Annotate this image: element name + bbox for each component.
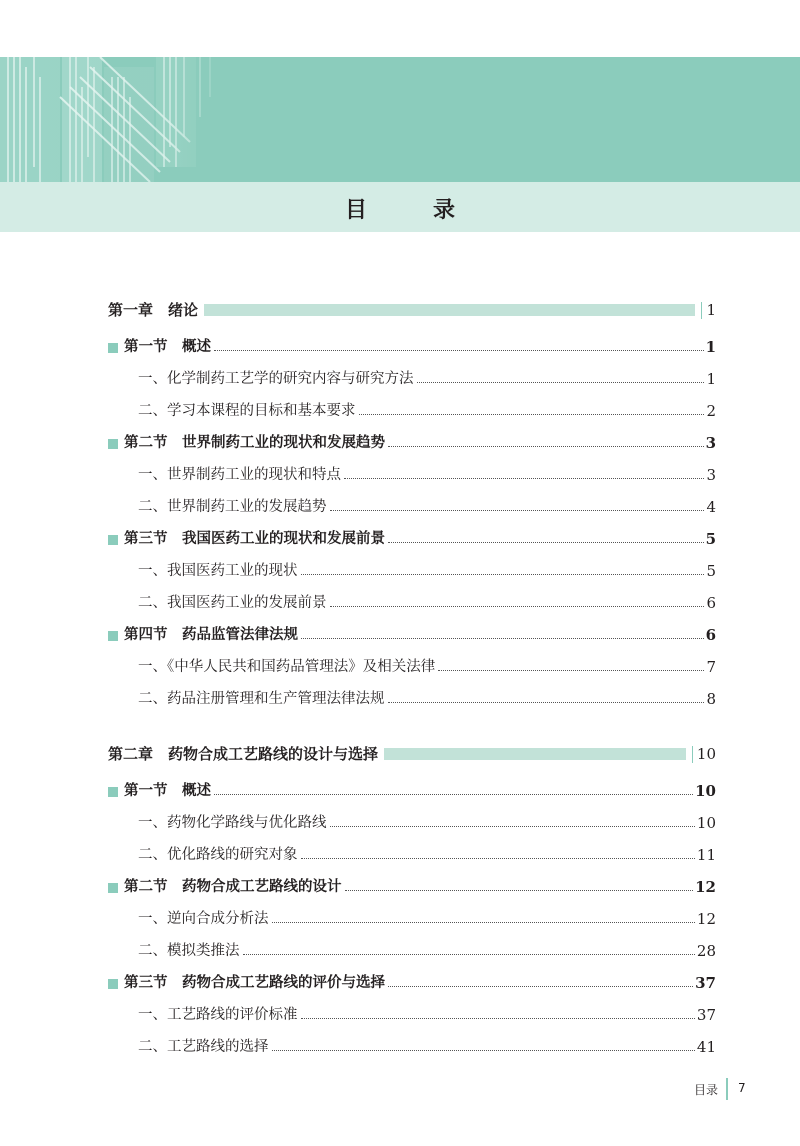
toc-page-number: 1	[706, 370, 716, 388]
toc-subsection-entry[interactable]	[108, 1035, 716, 1057]
toc-chapter-entry[interactable]	[108, 742, 716, 764]
toc-page-number: 7	[706, 658, 716, 676]
square-bullet-icon	[108, 883, 118, 893]
toc-section-entry[interactable]	[108, 779, 716, 801]
chapter-highlight-bar	[204, 304, 695, 316]
toc-page-number: 6	[705, 626, 716, 644]
toc-entry-label: 一、化学制药工艺学的研究内容与研究方法	[138, 371, 414, 387]
toc-page-number: 3	[706, 466, 716, 484]
page-number: 7	[738, 1081, 746, 1095]
toc-page-number: 1	[706, 301, 716, 319]
toc-entry-label: 二、模拟类推法	[138, 943, 240, 959]
toc-entry-label: 二、药品注册管理和生产管理法律法规	[138, 691, 385, 707]
dot-leader	[388, 446, 704, 447]
toc-page-number: 37	[696, 1006, 716, 1024]
toc-page-number: 12	[696, 910, 716, 928]
toc-subsection-entry[interactable]	[108, 655, 716, 677]
toc-section-entry[interactable]	[108, 431, 716, 453]
toc-subsection-entry[interactable]	[108, 495, 716, 517]
dot-leader	[438, 670, 704, 671]
footer-label: 目录	[694, 1083, 719, 1097]
toc-page-number: 3	[705, 434, 716, 452]
toc-entry-label: 一、《中华人民共和国药品管理法》及相关法律	[138, 659, 436, 675]
toc-page-number: 8	[706, 690, 716, 708]
toc-page-number: 10	[695, 782, 716, 800]
toc-entry-label: 第一节 概述	[124, 782, 211, 799]
toc-page-number: 4	[706, 498, 716, 516]
square-bullet-icon	[108, 631, 118, 641]
dot-leader	[301, 638, 704, 639]
toc-entry-label: 一、世界制药工业的现状和特点	[138, 467, 341, 483]
toc-page-number: 41	[696, 1038, 716, 1056]
header-banner	[0, 57, 800, 182]
toc-subsection-entry[interactable]	[108, 559, 716, 581]
toc-subsection-entry[interactable]	[108, 687, 716, 709]
dot-leader	[301, 858, 695, 859]
toc-entry-label: 第三节 药物合成工艺路线的评价与选择	[124, 974, 385, 991]
toc-section-entry[interactable]	[108, 335, 716, 357]
toc-section-entry[interactable]	[108, 623, 716, 645]
toc-page-number: 6	[706, 594, 716, 612]
toc-chapter-entry[interactable]	[108, 298, 716, 320]
dot-leader	[388, 542, 704, 543]
toc-entry-label: 二、学习本课程的目标和基本要求	[138, 403, 356, 419]
toc-entry-label: 二、优化路线的研究对象	[138, 847, 298, 863]
toc-entry-label: 第一章 绪论	[108, 301, 199, 319]
toc-subsection-entry[interactable]	[108, 463, 716, 485]
toc-subsection-entry[interactable]	[108, 367, 716, 389]
square-bullet-icon	[108, 535, 118, 545]
toc-subsection-entry[interactable]	[108, 939, 716, 961]
toc-entry-label: 第四节 药品监管法律法规	[124, 626, 298, 643]
toc-entry-label: 一、工艺路线的评价标准	[138, 1007, 298, 1023]
square-bullet-icon	[108, 979, 118, 989]
toc-subsection-entry[interactable]	[108, 811, 716, 833]
footer-divider	[726, 1078, 728, 1100]
toc-entry-label: 一、药物化学路线与优化路线	[138, 815, 327, 831]
dot-leader	[272, 1050, 695, 1051]
toc-page-number: 1	[705, 338, 716, 356]
toc-entry-label: 第一节 概述	[124, 338, 211, 355]
toc-subsection-entry[interactable]	[108, 907, 716, 929]
toc-entry-label: 二、世界制药工业的发展趋势	[138, 499, 327, 515]
square-bullet-icon	[108, 439, 118, 449]
square-bullet-icon	[108, 787, 118, 797]
dot-leader	[345, 890, 694, 891]
dot-leader	[344, 478, 704, 479]
dot-leader	[301, 1018, 695, 1019]
toc-page-number: 28	[696, 942, 716, 960]
toc-section-entry[interactable]	[108, 527, 716, 549]
toc-entry-label: 一、我国医药工业的现状	[138, 563, 298, 579]
chapter-page-divider	[701, 302, 702, 319]
chapter-highlight-bar	[384, 748, 686, 760]
toc-subsection-entry[interactable]	[108, 399, 716, 421]
toc-page-number: 10	[696, 745, 716, 763]
toc-page-number: 5	[706, 562, 716, 580]
dot-leader	[388, 702, 705, 703]
dot-leader	[330, 510, 705, 511]
dot-leader	[272, 922, 695, 923]
toc-entry-label: 一、逆向合成分析法	[138, 911, 269, 927]
toc-entry-label: 二、我国医药工业的发展前景	[138, 595, 327, 611]
toc-subsection-entry[interactable]	[108, 1003, 716, 1025]
toc-page-number: 10	[696, 814, 716, 832]
dot-leader	[359, 414, 705, 415]
dot-leader	[388, 986, 693, 987]
toc-entry-label: 第三节 我国医药工业的现状和发展前景	[124, 530, 385, 547]
dot-leader	[214, 794, 693, 795]
toc-entry-label: 第二节 药物合成工艺路线的设计	[124, 878, 342, 895]
dot-leader	[243, 954, 695, 955]
toc-subsection-entry[interactable]	[108, 591, 716, 613]
dot-leader	[330, 826, 695, 827]
chapter-page-divider	[692, 746, 693, 763]
toc-subsection-entry[interactable]	[108, 843, 716, 865]
toc-section-entry[interactable]	[108, 971, 716, 993]
toc-entry-label: 二、工艺路线的选择	[138, 1039, 269, 1055]
square-bullet-icon	[108, 343, 118, 353]
toc-entry-label: 第二节 世界制药工业的现状和发展趋势	[124, 434, 385, 451]
toc-page-number: 11	[696, 846, 716, 864]
toc-page-number: 37	[695, 974, 716, 992]
toc-page-number: 12	[695, 878, 716, 896]
dot-leader	[330, 606, 705, 607]
toc-section-entry[interactable]	[108, 875, 716, 897]
dot-leader	[214, 350, 704, 351]
toc-page-number: 2	[706, 402, 716, 420]
dot-leader	[301, 574, 705, 575]
toc-entry-label: 第二章 药物合成工艺路线的设计与选择	[108, 745, 379, 763]
page-title: 目 录	[344, 197, 477, 223]
decorative-stripes-graphic	[0, 57, 230, 182]
toc-page-number: 5	[705, 530, 716, 548]
dot-leader	[417, 382, 705, 383]
